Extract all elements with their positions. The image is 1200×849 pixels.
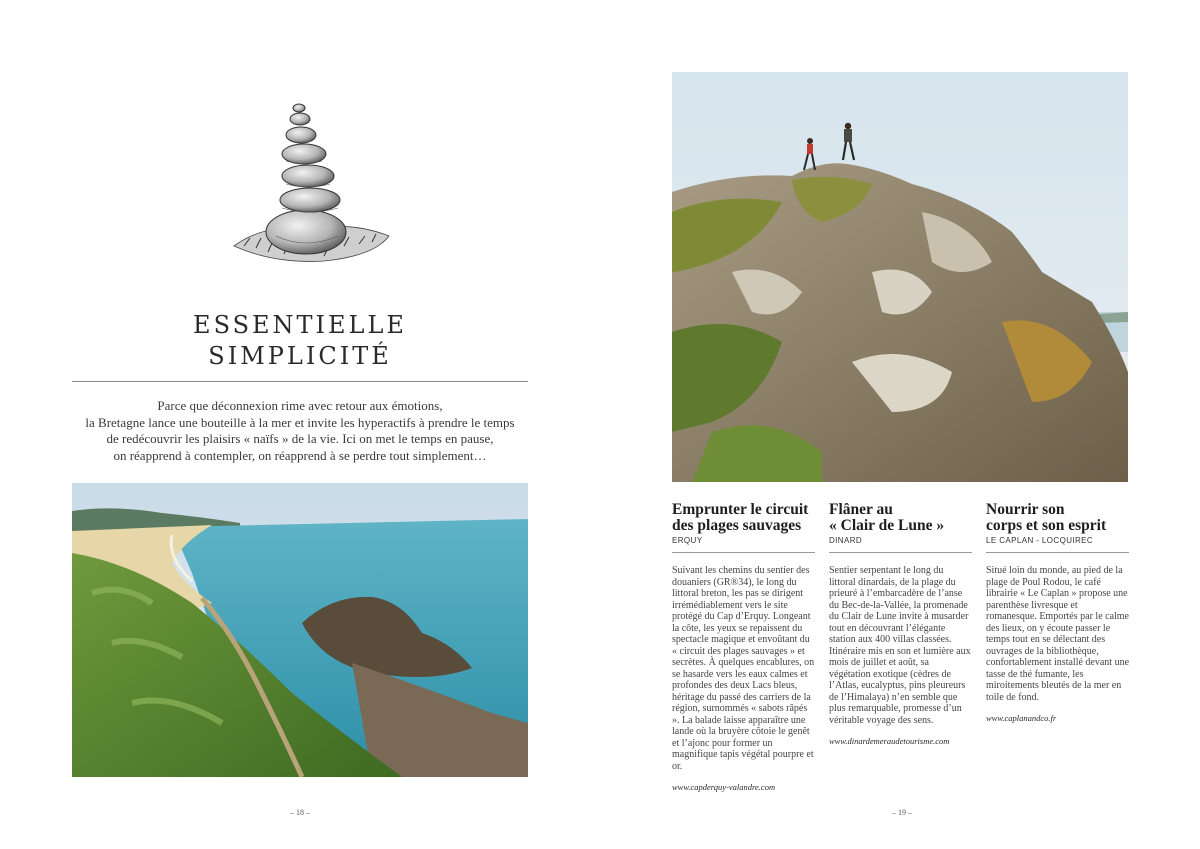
title-line: SIMPLICITÉ: [208, 342, 392, 370]
column-title: [829, 502, 972, 534]
cliff-hikers-photo: [672, 72, 1128, 482]
article-column-erquy: [672, 502, 815, 792]
column-title-line: Nourrir son: [986, 501, 1065, 518]
column-body: Suivant les chemins du sentier des douaniers (GR®34), le long du littoral breton, les pas se dirigent irrémédiablement vers le site protégé du Cap d’Erquy. Longeant la côte, les yeux se repaissent du spectacle magique et envoûtant du « circuit des plages sauvages » et secrètes. À quelques encablures, on se hasarde vers les eaux calmes et profondes des deux Lacs bleus, héritage du passé des carriers de la région, surnommés « sabots râpés ». La balade laisse apparaître une lande où la bruyère côtoie le genêt et l’ajonc pour former un magnifique tapis végétal pourpre et or.: [672, 565, 815, 772]
column-url: www.caplanandco.fr: [986, 713, 1057, 723]
column-location: LE CAPLAN - LOCQUIREC: [986, 536, 1094, 545]
title-line: ESSENTIELLE: [193, 311, 407, 339]
column-title-line: Emprunter le circuit: [672, 501, 809, 518]
column-title-line: « Clair de Lune »: [829, 517, 945, 534]
page-number: – 19 –: [892, 808, 912, 817]
column-title: [986, 502, 1129, 534]
column-title-line: Flâner au: [829, 501, 893, 518]
intro-line: la Bretagne lance une bouteille à la mer et invite les hyperactifs à prendre le temps: [85, 414, 515, 430]
column-title-line: des plages sauvages: [672, 517, 802, 534]
page-number: – 18 –: [290, 808, 310, 817]
column-body: Situé loin du monde, au pied de la plage de Poul Rodou, le café librairie « Le Caplan » propose une parenthèse livresque et romanesque. Emportés par le calme des lieux, on y écoute passer le temps tout en se délectant des ouvrages de la bibliothèque, confortablement installé devant une tasse de thé fumante, les miroitements bleutés de la mer en toile de fond.: [986, 565, 1130, 703]
intro-line: Parce que déconnexion rime avec retour aux émotions,: [157, 398, 443, 413]
column-location: ERQUY: [672, 536, 703, 545]
coastal-beach-photo: [72, 483, 528, 777]
intro-line: de redécouvrir les plaisirs « naïfs » de la vie. Ici on met le temps en pause,: [106, 431, 494, 446]
title-rule: [72, 381, 528, 382]
intro-paragraph: [72, 398, 528, 464]
column-rule: [672, 552, 815, 553]
column-title: [672, 502, 815, 534]
column-location: DINARD: [829, 536, 863, 545]
article-column-dinard: [829, 502, 972, 746]
column-rule: [829, 552, 972, 553]
column-body: Sentier serpentant le long du littoral dinardais, de la plage du prieuré à l’embarcadère de l’anse du Bec-de-la-Vallée, la promenade du Clair de Lune invite à musarder tout en découvrant l’élégante station aux 400 villas classées. Itinéraire mis en son et lumière aux mois de juillet et août, sa végétation exotique (cèdres de l’Atlas, eucalyptus, pins pleureurs de l’Himalaya) n’en semble que plus remarquable, promesse d’un véritable voyage des sens.: [829, 565, 971, 726]
page-title: [72, 310, 528, 372]
column-title-line: corps et son esprit: [986, 517, 1107, 534]
column-url: www.dinardemeraudetourisme.com: [829, 736, 950, 746]
article-column-caplan: [986, 502, 1129, 723]
column-url: www.capderquy-valandre.com: [672, 782, 776, 792]
column-rule: [986, 552, 1129, 553]
stacked-stones-illustration: [224, 96, 394, 266]
intro-line: on réapprend à contempler, on réapprend à se perdre tout simplement…: [113, 447, 487, 463]
